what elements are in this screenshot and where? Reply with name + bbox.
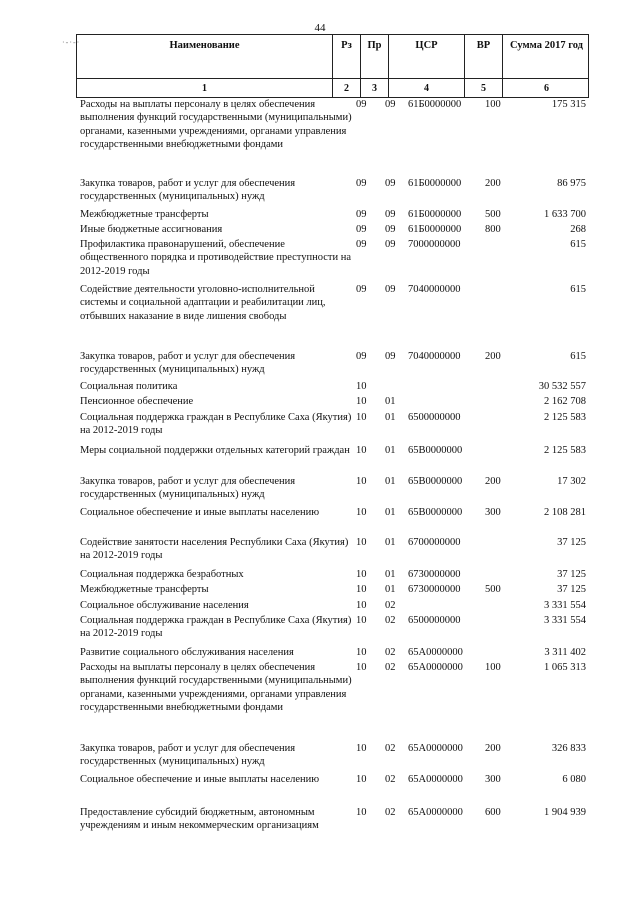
- row-sum: 30 532 557: [538, 381, 586, 392]
- header-pr: Пр: [367, 40, 382, 51]
- row-sum: 37 125: [557, 537, 586, 548]
- row-sum: 2 125 583: [544, 412, 586, 423]
- row-rz: 10: [356, 807, 367, 818]
- row-vr: 100: [485, 662, 501, 673]
- row-vr: 800: [485, 224, 501, 235]
- row-csr: 6500000000: [408, 412, 461, 423]
- row-name: Социальное обслуживание населения: [80, 600, 249, 611]
- row-rz: 10: [356, 615, 367, 626]
- row-name: Меры социальной поддержки отдельных категорий граждан: [80, 445, 350, 456]
- row-csr: 61Б0000000: [408, 224, 462, 235]
- header-num-4: 4: [424, 83, 429, 94]
- row-pr: 09: [385, 224, 396, 235]
- row-name: Профилактика правонарушений, обеспечение общественного порядка и противодействие преступности на 2012-2019 годы: [80, 239, 352, 277]
- row-csr: 65А0000000: [408, 743, 463, 754]
- row-sum: 1 633 700: [544, 209, 586, 220]
- row-rz: 10: [356, 537, 367, 548]
- row-pr: 02: [385, 600, 396, 611]
- row-sum: 1 904 939: [544, 807, 586, 818]
- row-csr: 65В0000000: [408, 507, 463, 518]
- row-csr: 61Б0000000: [408, 178, 462, 189]
- row-name: Предоставление субсидий бюджетным, автономным учреждениям и иным некоммерческим организациям: [80, 807, 319, 832]
- header-col-sum: [503, 35, 590, 97]
- header-num-5: 5: [481, 83, 486, 94]
- header-num-1: 1: [202, 83, 207, 94]
- row-sum: 6 080: [562, 774, 586, 785]
- row-vr: 200: [485, 743, 501, 754]
- row-sum: 17 302: [557, 476, 586, 487]
- row-csr: 65А0000000: [408, 662, 463, 673]
- row-name: Социальное обеспечение и иные выплаты населению: [80, 774, 320, 785]
- row-pr: 09: [385, 209, 396, 220]
- row-rz: 09: [356, 351, 367, 362]
- row-name: Содействие деятельности уголовно-исполнительной системы и социальной адаптации и реабилитации лиц, отбывших наказание в виде лишения свободы: [80, 284, 326, 322]
- row-csr: 65А0000000: [408, 807, 463, 818]
- header-col-vr: [465, 35, 503, 97]
- row-name: Межбюджетные трансферты: [80, 584, 209, 595]
- row-rz: 10: [356, 774, 367, 785]
- header-num-6: 6: [544, 83, 549, 94]
- row-sum: 2 162 708: [544, 396, 586, 407]
- row-csr: 6700000000: [408, 537, 461, 548]
- row-csr: 65А0000000: [408, 647, 463, 658]
- row-vr: 500: [485, 584, 501, 595]
- row-pr: 09: [385, 239, 396, 250]
- row-sum: 615: [570, 284, 586, 295]
- row-rz: 09: [356, 239, 367, 250]
- header-sum: Сумма 2017 год: [510, 40, 583, 51]
- row-rz: 10: [356, 600, 367, 611]
- row-sum: 3 311 402: [544, 647, 586, 658]
- page-number: 44: [314, 22, 326, 34]
- row-rz: 09: [356, 209, 367, 220]
- row-rz: 10: [356, 743, 367, 754]
- row-rz: 09: [356, 284, 367, 295]
- row-rz: 09: [356, 224, 367, 235]
- row-pr: 01: [385, 569, 396, 580]
- row-pr: 01: [385, 412, 396, 423]
- row-vr: 300: [485, 507, 501, 518]
- row-vr: 500: [485, 209, 501, 220]
- row-csr: 7040000000: [408, 284, 461, 295]
- row-pr: 02: [385, 774, 396, 785]
- row-csr: 61Б0000000: [408, 99, 462, 110]
- row-rz: 10: [356, 507, 367, 518]
- header-num-3: 3: [372, 83, 377, 94]
- row-pr: 02: [385, 662, 396, 673]
- row-pr: 09: [385, 99, 396, 110]
- row-name: Социальная поддержка безработных: [80, 569, 244, 580]
- row-csr: 61Б0000000: [408, 209, 462, 220]
- row-name: Социальная поддержка граждан в Республике Саха (Якутия) на 2012-2019 годы: [80, 615, 352, 640]
- row-csr: 65В0000000: [408, 476, 463, 487]
- row-sum: 37 125: [557, 584, 586, 595]
- row-rz: 10: [356, 584, 367, 595]
- row-csr: 6730000000: [408, 569, 461, 580]
- row-csr: 7000000000: [408, 239, 461, 250]
- row-sum: 3 331 554: [544, 600, 586, 611]
- row-rz: 10: [356, 412, 367, 423]
- row-csr: 65В0000000: [408, 445, 463, 456]
- row-name: Закупка товаров, работ и услуг для обеспечения государственных (муниципальных) нужд: [80, 351, 296, 376]
- row-name: Пенсионное обеспечение: [80, 396, 194, 407]
- row-name: Закупка товаров, работ и услуг для обеспечения государственных (муниципальных) нужд: [80, 476, 296, 501]
- row-rz: 10: [356, 445, 367, 456]
- row-pr: 02: [385, 807, 396, 818]
- row-rz: 10: [356, 396, 367, 407]
- row-pr: 01: [385, 476, 396, 487]
- header-vr: ВР: [476, 40, 491, 51]
- row-rz: 10: [356, 647, 367, 658]
- row-name: Закупка товаров, работ и услуг для обеспечения государственных (муниципальных) нужд: [80, 743, 296, 768]
- row-pr: 01: [385, 445, 396, 456]
- row-pr: 01: [385, 507, 396, 518]
- row-name: Социальное обеспечение и иные выплаты населению: [80, 507, 320, 518]
- row-rz: 10: [356, 662, 367, 673]
- row-sum: 326 833: [551, 743, 586, 754]
- row-sum: 86 975: [557, 178, 586, 189]
- row-csr: 6500000000: [408, 615, 461, 626]
- row-sum: 2 125 583: [544, 445, 586, 456]
- header-col-rz: [333, 35, 361, 97]
- row-rz: 10: [356, 476, 367, 487]
- row-name: Расходы на выплаты персоналу в целях обеспечения выполнения функций государственными (муниципальными) органами, казенными учреждениями, органами управления государственными внебюджетными фондами: [80, 99, 352, 151]
- row-pr: 09: [385, 178, 396, 189]
- scan-mark: ·-·-·: [62, 38, 81, 47]
- row-sum: 615: [570, 239, 586, 250]
- row-pr: 09: [385, 351, 396, 362]
- header-num-2: 2: [344, 83, 349, 94]
- row-vr: 200: [485, 476, 501, 487]
- row-sum: 2 108 281: [544, 507, 586, 518]
- row-pr: 02: [385, 647, 396, 658]
- row-sum: 175 315: [551, 99, 586, 110]
- row-name: Социальная поддержка граждан в Республике Саха (Якутия) на 2012-2019 годы: [80, 412, 352, 437]
- header-col-csr: [389, 35, 465, 97]
- row-name: Развитие социального обслуживания населения: [80, 647, 294, 658]
- header-name: Наименование: [169, 40, 240, 51]
- row-sum: 1 065 313: [544, 662, 586, 673]
- header-col-pr: [361, 35, 389, 97]
- row-csr: 65А0000000: [408, 774, 463, 785]
- header-rz: Рз: [341, 40, 352, 51]
- row-vr: 200: [485, 351, 501, 362]
- row-name: Расходы на выплаты персоналу в целях обеспечения выполнения функций государственными (муниципальными) органами, казенными учреждениями, органами управления государственными внебюджетными фондами: [80, 662, 352, 714]
- row-pr: 01: [385, 396, 396, 407]
- row-name: Социальная политика: [80, 381, 178, 392]
- header-col-name: [77, 35, 333, 97]
- row-vr: 100: [485, 99, 501, 110]
- row-csr: 7040000000: [408, 351, 461, 362]
- row-rz: 09: [356, 178, 367, 189]
- row-vr: 200: [485, 178, 501, 189]
- row-sum: 268: [570, 224, 586, 235]
- header-csr: ЦСР: [415, 40, 438, 51]
- row-sum: 3 331 554: [544, 615, 586, 626]
- row-sum: 37 125: [557, 569, 586, 580]
- row-rz: 10: [356, 569, 367, 580]
- row-name: Закупка товаров, работ и услуг для обеспечения государственных (муниципальных) нужд: [80, 178, 296, 203]
- row-rz: 09: [356, 99, 367, 110]
- row-pr: 02: [385, 743, 396, 754]
- row-csr: 6730000000: [408, 584, 461, 595]
- row-pr: 01: [385, 537, 396, 548]
- row-rz: 10: [356, 381, 367, 392]
- row-pr: 01: [385, 584, 396, 595]
- row-pr: 02: [385, 615, 396, 626]
- row-vr: 300: [485, 774, 501, 785]
- table-header: [76, 34, 589, 98]
- row-name: Иные бюджетные ассигнования: [80, 224, 223, 235]
- row-name: Межбюджетные трансферты: [80, 209, 209, 220]
- row-pr: 09: [385, 284, 396, 295]
- row-vr: 600: [485, 807, 501, 818]
- row-sum: 615: [570, 351, 586, 362]
- row-name: Содействие занятости населения Республики Саха (Якутия) на 2012-2019 годы: [80, 537, 349, 562]
